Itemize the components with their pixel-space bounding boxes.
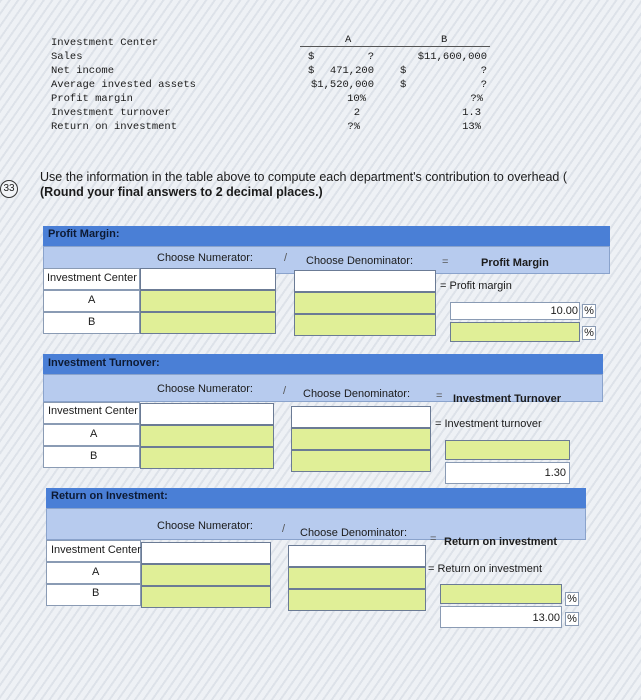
row-label: Profit margin: [51, 93, 133, 105]
cell-a-profit-margin: 10%: [347, 93, 366, 105]
cell-a-sales: ?: [367, 51, 374, 63]
percent-sign: %: [582, 326, 596, 340]
section-title: Return on Investment:: [51, 490, 168, 502]
currency-sign: $: [308, 51, 315, 63]
equals-sign: =: [442, 256, 449, 268]
cell-b-profit-margin: ?%: [470, 93, 483, 105]
currency-sign: $: [308, 65, 315, 77]
col-b-header: B: [441, 34, 448, 46]
numerator-header: Choose Numerator:: [157, 252, 253, 264]
result-row-label: = Profit margin: [440, 280, 512, 292]
equals-sign: =: [430, 533, 437, 545]
row-label: Investment turnover: [51, 107, 171, 119]
result-value-a: 10.00: [550, 305, 578, 317]
row-label: Investment Center: [51, 37, 159, 49]
denominator-select[interactable]: [291, 406, 431, 428]
divide-sign: /: [282, 523, 286, 535]
section-header-bar: [43, 226, 610, 246]
row-header: Investment Center: [48, 405, 138, 417]
result-input-a[interactable]: [445, 440, 570, 460]
denominator-header: Choose Denominator:: [303, 388, 411, 400]
row-label: Net income: [51, 65, 115, 77]
numerator-header: Choose Numerator:: [157, 383, 253, 395]
currency-sign: $: [400, 65, 407, 77]
denominator-header: Choose Denominator:: [306, 255, 414, 267]
result-header: Profit Margin: [481, 257, 549, 269]
percent-sign: %: [565, 592, 579, 606]
equals-sign: =: [436, 390, 443, 402]
percent-sign: %: [582, 304, 596, 318]
numerator-input-a[interactable]: [141, 564, 271, 586]
denominator-input-b[interactable]: [291, 450, 431, 472]
numerator-select[interactable]: [140, 403, 274, 425]
row-header: Investment Center: [51, 544, 141, 556]
row-label-a: A: [88, 294, 96, 306]
cell-b-assets: ?: [480, 79, 487, 91]
result-header: Return on investment: [444, 536, 558, 548]
numerator-input-b[interactable]: [141, 586, 271, 608]
denominator-select[interactable]: [294, 270, 436, 292]
cell-b-turnover: 1.3: [462, 107, 481, 119]
section-title: Investment Turnover:: [48, 357, 160, 369]
denominator-input-a[interactable]: [294, 292, 436, 314]
result-header: Investment Turnover: [453, 393, 561, 405]
row-label: Return on investment: [51, 121, 178, 133]
denominator-input-a[interactable]: [288, 567, 426, 589]
section-title: Profit Margin:: [48, 228, 120, 240]
cell-b-roi: 13%: [462, 121, 481, 133]
cell-b-net-income: ?: [480, 65, 487, 77]
row-label-a: A: [90, 428, 98, 440]
denominator-header: Choose Denominator:: [300, 527, 408, 539]
divide-sign: /: [284, 252, 288, 264]
denominator-input-a[interactable]: [291, 428, 431, 450]
numerator-select[interactable]: [141, 542, 271, 564]
result-row-label: = Return on investment: [428, 563, 543, 575]
result-value-b: 13.00: [532, 612, 560, 624]
numerator-input-a[interactable]: [140, 425, 274, 447]
row-label-b: B: [88, 316, 96, 328]
row-label: Average invested assets: [51, 79, 196, 91]
result-input-a[interactable]: [440, 584, 562, 604]
currency-sign: $: [400, 79, 407, 91]
row-header: Investment Center: [47, 272, 137, 284]
denominator-input-b[interactable]: [288, 589, 426, 611]
numerator-input-b[interactable]: [140, 312, 276, 334]
question-number: 33: [0, 180, 18, 198]
numerator-input-a[interactable]: [140, 290, 276, 312]
cell-a-roi: ?%: [347, 121, 360, 133]
divide-sign: /: [283, 385, 287, 397]
cell-a-net-income: 471,200: [329, 65, 374, 77]
row-label-b: B: [90, 450, 98, 462]
numerator-header: Choose Numerator:: [157, 520, 253, 532]
instruction-bold: (Round your final answers to 2 decimal places.): [40, 185, 323, 199]
row-label: Sales: [51, 51, 83, 63]
result-value-b: 1.30: [544, 467, 566, 479]
col-a-header: A: [345, 34, 352, 46]
row-label-a: A: [92, 566, 100, 578]
cell-a-turnover: 2: [353, 107, 360, 119]
cell-b-sales: $11,600,000: [417, 51, 487, 63]
row-label-b: B: [92, 587, 100, 599]
numerator-select[interactable]: [140, 268, 276, 290]
result-row-label: = Investment turnover: [435, 418, 542, 430]
cell-a-assets: $1,520,000: [310, 79, 374, 91]
instruction-text: Use the information in the table above to compute each department's contribution to overhead (: [40, 170, 568, 184]
numerator-input-b[interactable]: [140, 447, 274, 469]
percent-sign: %: [565, 612, 579, 626]
result-input-b[interactable]: [450, 322, 580, 342]
table-rule: [300, 46, 490, 47]
denominator-input-b[interactable]: [294, 314, 436, 336]
denominator-select[interactable]: [288, 545, 426, 567]
